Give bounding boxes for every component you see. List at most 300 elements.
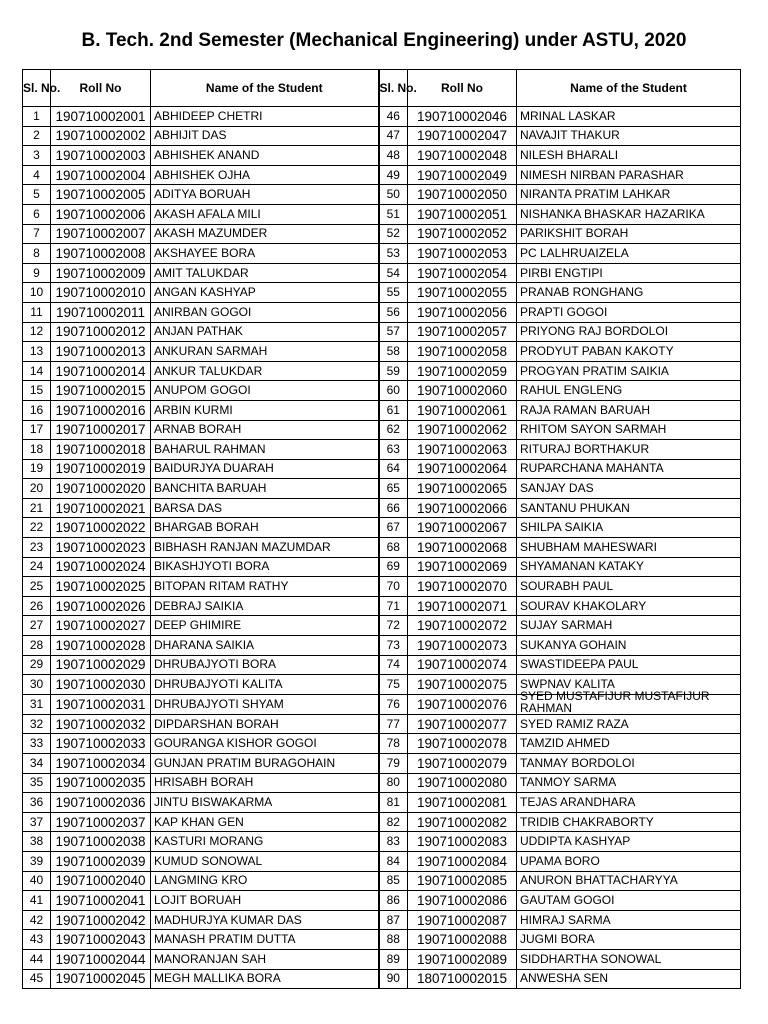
roll-no-cell: 190710002022 (51, 518, 151, 538)
roll-no-cell: 190710002026 (51, 596, 151, 616)
roll-no-cell: 190710002040 (51, 871, 151, 891)
student-name-cell: PRAPTI GOGOI (517, 302, 741, 322)
roll-no-cell: 190710002015 (51, 381, 151, 401)
student-name-cell: ANUPOM GOGOI (151, 381, 379, 401)
student-name-cell: SUJAY SARMAH (517, 616, 741, 636)
sl-no-cell: 47 (379, 126, 408, 146)
sl-no-cell: 61 (379, 400, 408, 420)
roll-no-cell: 190710002024 (51, 557, 151, 577)
student-name-cell: DHRUBAJYOTI BORA (151, 655, 379, 675)
student-name-cell: AKSHAYEE BORA (151, 244, 379, 264)
student-name-cell: GAUTAM GOGOI (517, 891, 741, 911)
roll-no-cell: 190710002019 (51, 459, 151, 479)
student-name-cell: HIMRAJ SARMA (517, 910, 741, 930)
student-name-cell: ABHISHEK ANAND (151, 146, 379, 166)
sl-no-cell: 30 (23, 675, 51, 695)
roll-no-cell: 190710002005 (51, 185, 151, 205)
roll-no-cell: 190710002008 (51, 244, 151, 264)
table-row (23, 361, 741, 381)
table-row (23, 734, 741, 754)
roll-no-cell: 190710002034 (51, 754, 151, 774)
table-row (23, 420, 741, 440)
table-row (23, 910, 741, 930)
student-name-cell: UDDIPTA KASHYAP (517, 832, 741, 852)
sl-no-cell: 71 (379, 596, 408, 616)
roll-no-cell: 190710002069 (408, 557, 517, 577)
table-row (23, 459, 741, 479)
table-row (23, 636, 741, 656)
roll-no-cell: 190710002023 (51, 538, 151, 558)
table-row (23, 224, 741, 244)
table-row (23, 498, 741, 518)
sl-no-cell: 3 (23, 146, 51, 166)
sl-no-cell: 77 (379, 714, 408, 734)
roll-no-cell: 190710002048 (408, 146, 517, 166)
roll-no-cell: 190710002068 (408, 538, 517, 558)
table-row (23, 969, 741, 989)
table-row (23, 793, 741, 813)
student-name-cell: SYED RAMIZ RAZA (517, 714, 741, 734)
sl-no-cell: 88 (379, 930, 408, 950)
roll-no-cell: 190710002003 (51, 146, 151, 166)
sl-no-cell: 4 (23, 165, 51, 185)
student-name-cell: SWASTIDEEPA PAUL (517, 655, 741, 675)
student-name-cell: ANKUR TALUKDAR (151, 361, 379, 381)
table-row (23, 754, 741, 774)
sl-no-cell: 59 (379, 361, 408, 381)
roll-no-cell: 190710002072 (408, 616, 517, 636)
roll-no-cell: 190710002021 (51, 498, 151, 518)
roll-no-cell: 190710002016 (51, 400, 151, 420)
sl-no-cell: 72 (379, 616, 408, 636)
roll-no-cell: 190710002039 (51, 851, 151, 871)
sl-no-cell: 21 (23, 498, 51, 518)
table-row (23, 871, 741, 891)
student-name-cell: HRISABH BORAH (151, 773, 379, 793)
student-name-cell: PRIYONG RAJ BORDOLOI (517, 322, 741, 342)
sl-no-cell: 28 (23, 636, 51, 656)
student-name-cell: ANJAN PATHAK (151, 322, 379, 342)
sl-no-cell: 54 (379, 263, 408, 283)
student-name-cell: RITURAJ BORTHAKUR (517, 440, 741, 460)
table-row (23, 557, 741, 577)
sl-no-cell: 65 (379, 479, 408, 499)
sl-no-cell: 14 (23, 361, 51, 381)
student-name-cell: ARBIN KURMI (151, 400, 379, 420)
roll-no-cell: 190710002038 (51, 832, 151, 852)
roll-no-cell: 190710002064 (408, 459, 517, 479)
sl-no-cell: 38 (23, 832, 51, 852)
student-name-cell: SOURAV KHAKOLARY (517, 596, 741, 616)
student-name-cell: BAHARUL RAHMAN (151, 440, 379, 460)
student-name-cell: ANGAN KASHYAP (151, 283, 379, 303)
roll-no-cell: 190710002025 (51, 577, 151, 597)
student-name-cell: ARNAB BORAH (151, 420, 379, 440)
roll-no-cell: 190710002089 (408, 949, 517, 969)
roll-no-cell: 190710002056 (408, 302, 517, 322)
student-name-cell: PC LALHRUAIZELA (517, 244, 741, 264)
sl-no-cell: 20 (23, 479, 51, 499)
roll-no-cell: 190710002086 (408, 891, 517, 911)
sl-no-cell: 63 (379, 440, 408, 460)
roll-no-cell: 190710002075 (408, 675, 517, 695)
roll-no-cell: 190710002035 (51, 773, 151, 793)
roll-no-cell: 190710002045 (51, 969, 151, 989)
roll-no-cell: 190710002006 (51, 204, 151, 224)
sl-no-cell: 67 (379, 518, 408, 538)
student-name-cell: MANASH PRATIM DUTTA (151, 930, 379, 950)
student-name-cell: UPAMA BORO (517, 851, 741, 871)
sl-no-cell: 87 (379, 910, 408, 930)
roll-no-cell: 190710002057 (408, 322, 517, 342)
student-name-cell: ABHIJIT DAS (151, 126, 379, 146)
student-name-text: SYED MUSTAFIJUR MUSTAFIJUR RAHMAN (520, 688, 710, 715)
student-name-cell: SHILPA SAIKIA (517, 518, 741, 538)
table-row (23, 146, 741, 166)
student-name-cell: TANMOY SARMA (517, 773, 741, 793)
table-row (23, 891, 741, 911)
roll-no-cell: 190710002074 (408, 655, 517, 675)
roll-no-cell: 190710002002 (51, 126, 151, 146)
roll-no-cell: 190710002029 (51, 655, 151, 675)
sl-no-cell: 27 (23, 616, 51, 636)
roll-no-cell: 190710002050 (408, 185, 517, 205)
sl-no-cell: 85 (379, 871, 408, 891)
table-row (23, 812, 741, 832)
roll-no-cell: 190710002032 (51, 714, 151, 734)
roll-no-cell: 190710002083 (408, 832, 517, 852)
student-name-cell: SANJAY DAS (517, 479, 741, 499)
table-row (23, 204, 741, 224)
student-name-cell: DHRUBAJYOTI KALITA (151, 675, 379, 695)
sl-no-cell: 81 (379, 793, 408, 813)
sl-no-cell: 37 (23, 812, 51, 832)
roll-no-cell: 180710002015 (408, 969, 517, 989)
roll-no-cell: 190710002063 (408, 440, 517, 460)
sl-no-cell: 55 (379, 283, 408, 303)
student-name-cell: TAMZID AHMED (517, 734, 741, 754)
sl-no-cell: 39 (23, 851, 51, 871)
sl-no-cell: 89 (379, 949, 408, 969)
roll-no-cell: 190710002043 (51, 930, 151, 950)
table-row (23, 381, 741, 401)
sl-no-cell: 11 (23, 302, 51, 322)
roll-no-cell: 190710002078 (408, 734, 517, 754)
sl-no-header-2: Sl. No. (379, 70, 408, 107)
student-name-cell: MRINAL LASKAR (517, 107, 741, 127)
student-name-cell: ANURON BHATTACHARYYA (517, 871, 741, 891)
sl-no-cell: 13 (23, 342, 51, 362)
student-name-cell: AKASH AFALA MILI (151, 204, 379, 224)
sl-no-cell: 75 (379, 675, 408, 695)
roll-no-cell: 190710002085 (408, 871, 517, 891)
roll-no-cell: 190710002059 (408, 361, 517, 381)
roll-no-cell: 190710002036 (51, 793, 151, 813)
roll-no-cell: 190710002088 (408, 930, 517, 950)
sl-no-cell: 64 (379, 459, 408, 479)
student-list-table (22, 69, 741, 989)
roll-no-cell: 190710002042 (51, 910, 151, 930)
roll-no-cell: 190710002027 (51, 616, 151, 636)
roll-no-cell: 190710002033 (51, 734, 151, 754)
roll-no-cell: 190710002047 (408, 126, 517, 146)
sl-no-cell: 48 (379, 146, 408, 166)
table-row (23, 283, 741, 303)
sl-no-cell: 2 (23, 126, 51, 146)
sl-no-cell: 18 (23, 440, 51, 460)
student-name-cell: NAVAJIT THAKUR (517, 126, 741, 146)
sl-no-cell: 29 (23, 655, 51, 675)
roll-no-cell: 190710002017 (51, 420, 151, 440)
table-row (23, 263, 741, 283)
sl-no-cell: 50 (379, 185, 408, 205)
sl-no-cell: 34 (23, 754, 51, 774)
student-name-cell: PRANAB RONGHANG (517, 283, 741, 303)
student-name-cell: TANMAY BORDOLOI (517, 754, 741, 774)
student-name-cell: ANIRBAN GOGOI (151, 302, 379, 322)
table-row (23, 165, 741, 185)
sl-no-cell: 35 (23, 773, 51, 793)
sl-no-cell: 25 (23, 577, 51, 597)
roll-no-cell: 190710002071 (408, 596, 517, 616)
roll-no-cell: 190710002082 (408, 812, 517, 832)
roll-no-cell: 190710002087 (408, 910, 517, 930)
sl-no-cell: 70 (379, 577, 408, 597)
student-name-cell: DHARANA SAIKIA (151, 636, 379, 656)
roll-no-cell: 190710002049 (408, 165, 517, 185)
student-name-cell: ANKURAN SARMAH (151, 342, 379, 362)
student-name-cell: PARIKSHIT BORAH (517, 224, 741, 244)
student-name-cell: DEEP GHIMIRE (151, 616, 379, 636)
roll-no-cell: 190710002030 (51, 675, 151, 695)
roll-no-cell: 190710002009 (51, 263, 151, 283)
sl-no-cell: 40 (23, 871, 51, 891)
student-name-cell: TRIDIB CHAKRABORTY (517, 812, 741, 832)
roll-no-header-2: Roll No (408, 70, 517, 107)
roll-no-cell: 190710002044 (51, 949, 151, 969)
roll-no-cell: 190710002011 (51, 302, 151, 322)
student-name-cell: BIKASHJYOTI BORA (151, 557, 379, 577)
table-row (23, 107, 741, 127)
roll-no-cell: 190710002080 (408, 773, 517, 793)
student-name-cell: SANTANU PHUKAN (517, 498, 741, 518)
sl-no-cell: 73 (379, 636, 408, 656)
roll-no-cell: 190710002014 (51, 361, 151, 381)
roll-no-cell: 190710002001 (51, 107, 151, 127)
student-name-cell: SHUBHAM MAHESWARI (517, 538, 741, 558)
student-name-cell: AKASH MAZUMDER (151, 224, 379, 244)
sl-no-cell: 26 (23, 596, 51, 616)
sl-no-cell: 78 (379, 734, 408, 754)
student-name-cell: RAHUL ENGLENG (517, 381, 741, 401)
student-name-cell: KASTURI MORANG (151, 832, 379, 852)
table-row (23, 518, 741, 538)
table-row (23, 244, 741, 264)
sl-no-cell: 33 (23, 734, 51, 754)
student-name-cell: MEGH MALLIKA BORA (151, 969, 379, 989)
student-name-header: Name of the Student (151, 70, 379, 107)
student-name-cell: DEBRAJ SAIKIA (151, 596, 379, 616)
student-name-cell: BHARGAB BORAH (151, 518, 379, 538)
sl-no-cell: 41 (23, 891, 51, 911)
roll-no-cell: 190710002041 (51, 891, 151, 911)
student-name-cell: BAIDURJYA DUARAH (151, 459, 379, 479)
roll-no-cell: 190710002079 (408, 754, 517, 774)
student-name-cell: SIDDHARTHA SONOWAL (517, 949, 741, 969)
sl-no-cell: 10 (23, 283, 51, 303)
student-name-cell: RHITOM SAYON SARMAH (517, 420, 741, 440)
sl-no-cell: 7 (23, 224, 51, 244)
student-name-cell: BITOPAN RITAM RATHY (151, 577, 379, 597)
student-name-cell: JUGMI BORA (517, 930, 741, 950)
sl-no-cell: 17 (23, 420, 51, 440)
student-name-cell: PROGYAN PRATIM SAIKIA (517, 361, 741, 381)
sl-no-cell: 1 (23, 107, 51, 127)
student-name-cell: MADHURJYA KUMAR DAS (151, 910, 379, 930)
roll-no-cell: 190710002076 (408, 694, 517, 714)
student-name-cell: ANWESHA SEN (517, 969, 741, 989)
table-row (23, 655, 741, 675)
sl-no-cell: 43 (23, 930, 51, 950)
student-name-cell: PIRBI ENGTIPI (517, 263, 741, 283)
table-header-row (23, 70, 741, 107)
table-row (23, 577, 741, 597)
student-name-cell: NIMESH NIRBAN PARASHAR (517, 165, 741, 185)
table-row (23, 302, 741, 322)
roll-no-cell: 190710002065 (408, 479, 517, 499)
student-name-cell: SOURABH PAUL (517, 577, 741, 597)
roll-no-header: Roll No (51, 70, 151, 107)
roll-no-cell: 190710002066 (408, 498, 517, 518)
roll-no-cell: 190710002070 (408, 577, 517, 597)
student-name-cell: TEJAS ARANDHARA (517, 793, 741, 813)
sl-no-cell: 15 (23, 381, 51, 401)
sl-no-cell: 68 (379, 538, 408, 558)
sl-no-cell: 74 (379, 655, 408, 675)
roll-no-cell: 190710002052 (408, 224, 517, 244)
roll-no-cell: 190710002037 (51, 812, 151, 832)
sl-no-cell: 51 (379, 204, 408, 224)
sl-no-cell: 84 (379, 851, 408, 871)
roll-no-cell: 190710002053 (408, 244, 517, 264)
table-row (23, 714, 741, 734)
student-name-cell: LOJIT BORUAH (151, 891, 379, 911)
roll-no-cell: 190710002077 (408, 714, 517, 734)
student-name-cell (517, 688, 741, 715)
sl-no-cell: 80 (379, 773, 408, 793)
sl-no-cell: 23 (23, 538, 51, 558)
table-row (23, 126, 741, 146)
sl-no-cell: 49 (379, 165, 408, 185)
sl-no-cell: 56 (379, 302, 408, 322)
sl-no-cell: 24 (23, 557, 51, 577)
sl-no-cell: 44 (23, 949, 51, 969)
sl-no-cell: 58 (379, 342, 408, 362)
student-name-cell: BARSA DAS (151, 498, 379, 518)
student-name-cell: LANGMING KRO (151, 871, 379, 891)
student-name-cell: ABHISHEK OJHA (151, 165, 379, 185)
roll-no-cell: 190710002084 (408, 851, 517, 871)
roll-no-cell: 190710002020 (51, 479, 151, 499)
sl-no-cell: 5 (23, 185, 51, 205)
roll-no-cell: 190710002055 (408, 283, 517, 303)
sl-no-cell: 66 (379, 498, 408, 518)
student-name-cell: DHRUBAJYOTI SHYAM (151, 694, 379, 714)
sl-no-header: Sl. No. (23, 70, 51, 107)
table-row (23, 538, 741, 558)
student-name-cell: PRODYUT PABAN KAKOTY (517, 342, 741, 362)
table-row (23, 930, 741, 950)
roll-no-cell: 190710002051 (408, 204, 517, 224)
sl-no-cell: 9 (23, 263, 51, 283)
roll-no-cell: 190710002054 (408, 263, 517, 283)
roll-no-cell: 190710002028 (51, 636, 151, 656)
student-name-cell: BIBHASH RANJAN MAZUMDAR (151, 538, 379, 558)
roll-no-cell: 190710002060 (408, 381, 517, 401)
roll-no-cell: 190710002010 (51, 283, 151, 303)
sl-no-cell: 90 (379, 969, 408, 989)
table-row (23, 322, 741, 342)
table-row (23, 694, 741, 714)
sl-no-cell: 6 (23, 204, 51, 224)
table-row (23, 616, 741, 636)
table-row (23, 440, 741, 460)
sl-no-cell: 22 (23, 518, 51, 538)
table-row (23, 400, 741, 420)
sl-no-cell: 57 (379, 322, 408, 342)
sl-no-cell: 76 (379, 694, 408, 714)
table-row (23, 342, 741, 362)
sl-no-cell: 42 (23, 910, 51, 930)
table-row (23, 832, 741, 852)
sl-no-cell: 60 (379, 381, 408, 401)
student-name-cell: SUKANYA GOHAIN (517, 636, 741, 656)
table-row (23, 949, 741, 969)
student-name-cell: NISHANKA BHASKAR HAZARIKA (517, 204, 741, 224)
student-name-cell: NILESH BHARALI (517, 146, 741, 166)
roll-no-cell: 190710002061 (408, 400, 517, 420)
student-name-cell: JINTU BISWAKARMA (151, 793, 379, 813)
roll-no-cell: 190710002012 (51, 322, 151, 342)
roll-no-cell: 190710002067 (408, 518, 517, 538)
table-row (23, 479, 741, 499)
roll-no-cell: 190710002018 (51, 440, 151, 460)
sl-no-cell: 53 (379, 244, 408, 264)
student-name-cell: AMIT TALUKDAR (151, 263, 379, 283)
table-row (23, 773, 741, 793)
roll-no-cell: 190710002058 (408, 342, 517, 362)
sl-no-cell: 36 (23, 793, 51, 813)
sl-no-cell: 79 (379, 754, 408, 774)
sl-no-cell: 86 (379, 891, 408, 911)
table-row (23, 851, 741, 871)
roll-no-cell: 190710002007 (51, 224, 151, 244)
table-row (23, 185, 741, 205)
student-name-header-2: Name of the Student (517, 70, 741, 107)
sl-no-cell: 19 (23, 459, 51, 479)
sl-no-cell: 83 (379, 832, 408, 852)
student-name-cell: MANORANJAN SAH (151, 949, 379, 969)
roll-no-cell: 190710002073 (408, 636, 517, 656)
student-name-cell: RAJA RAMAN BARUAH (517, 400, 741, 420)
sl-no-cell: 46 (379, 107, 408, 127)
document-title: B. Tech. 2nd Semester (Mechanical Engineering) under ASTU, 2020 (81, 30, 687, 51)
sl-no-cell: 8 (23, 244, 51, 264)
student-name-cell: DIPDARSHAN BORAH (151, 714, 379, 734)
student-name-cell: KUMUD SONOWAL (151, 851, 379, 871)
student-name-cell: GOURANGA KISHOR GOGOI (151, 734, 379, 754)
student-name-cell: GUNJAN PRATIM BURAGOHAIN (151, 754, 379, 774)
